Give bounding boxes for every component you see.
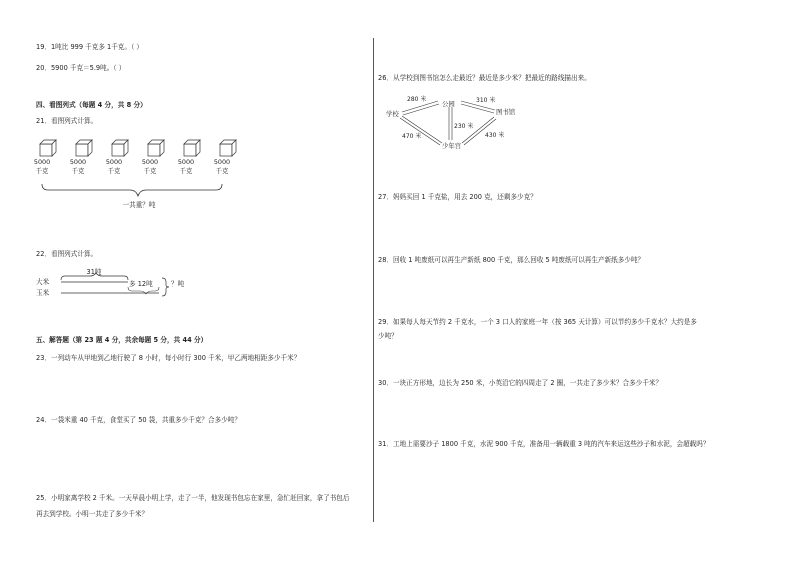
question-22: 22．看图列式计算。 — [36, 250, 98, 258]
question-31: 31．工地上需要沙子 1800 千克，水泥 900 千克，准备用一辆载重 3 吨的汽车来运这些沙子和水泥，会超载吗？ — [378, 440, 710, 448]
q26-route-map — [382, 92, 542, 156]
q22-question-label: ？吨 — [171, 280, 185, 288]
q21-box-unit: 千克 — [107, 167, 121, 175]
q21-box-3 — [106, 140, 128, 175]
question-28: 28．回收 1 吨废纸可以再生产新纸 800 千克，那么回收 5 吨废纸可以再生产新纸多少吨？ — [378, 256, 645, 264]
q21-box-unit: 千克 — [71, 167, 85, 175]
question-24: 24．一袋米重 40 千克，食堂买了 50 袋，共重多少千克？合多少吨？ — [36, 416, 241, 424]
question-25-line1: 25．小明家离学校 2 千米。一天早晨小明上学，走了一半，他发现书包忘在家里，急忙赶回家，拿了书包后 — [36, 494, 350, 502]
q26-d1-label: 280 米 — [407, 96, 427, 103]
section-4-title: 四、看图列式（每题 4 分，共 8 分） — [36, 101, 147, 109]
q21-box-4 — [142, 140, 164, 175]
question-29-line2: 少吨？ — [378, 332, 398, 340]
question-19: 19．1吨比 999 千克多 1千克。（ ） — [36, 43, 143, 51]
q26-park-label: 公园 — [442, 100, 455, 108]
q21-box-value: 5000 — [177, 158, 195, 166]
q26-d3-label: 230 米 — [454, 123, 474, 130]
q21-box-value: 5000 — [213, 158, 231, 166]
section-5-title: 五、解答题（第 23 题 4 分，共余每题 5 分，共 44 分） — [36, 336, 208, 344]
question-30: 30．一块正方形地，边长为 250 米，小英沿它的四周走了 2 圈，一共走了多少米？合多少千米？ — [378, 379, 663, 387]
q21-box-value: 5000 — [105, 158, 123, 166]
q21-box-unit: 千克 — [35, 167, 49, 175]
q26-d2-label: 310 米 — [476, 97, 496, 104]
question-23: 23．一列动车从甲地到乙地行驶了 8 小时，每小时行 300 千米，甲乙两地相距多少千米？ — [36, 354, 301, 362]
question-20: 20．5900 千克＝5.9吨。（ ） — [36, 64, 126, 72]
question-21: 21．看图列式计算。 — [36, 117, 98, 125]
q21-box-1 — [34, 140, 56, 175]
question-25-line2: 再去到学校。小明一共走了多少千米？ — [36, 510, 149, 518]
q21-box-2 — [70, 140, 92, 175]
q21-box-6 — [214, 140, 236, 175]
question-27: 27．妈妈买回 1 千克盐，用去 200 克，还剩多少克？ — [378, 193, 537, 201]
q21-box-5 — [178, 140, 200, 175]
q26-d5-label: 430 米 — [485, 132, 505, 139]
question-26: 26．从学校到图书馆怎么走最近？最近是多少米？把最近的路线描出来。 — [378, 74, 591, 82]
q21-box-unit: 千克 — [179, 167, 193, 175]
q22-more-label: 多 12吨 — [129, 280, 153, 288]
q21-box-value: 5000 — [69, 158, 87, 166]
q21-boxes-figure — [33, 134, 236, 214]
q26-d4-label: 470 米 — [402, 133, 422, 140]
q22-segment-figure — [36, 266, 196, 302]
q22-top-label: 31吨 — [86, 268, 102, 276]
q21-box-unit: 千克 — [143, 167, 157, 175]
q22-rice-label: 大米 — [36, 278, 50, 286]
q21-box-value: 5000 — [33, 158, 51, 166]
q21-total-label: 一共重？吨 — [122, 201, 156, 209]
q21-box-unit: 千克 — [215, 167, 229, 175]
q26-school-label: 学校 — [386, 110, 399, 118]
q26-youth-label: 少年宫 — [442, 142, 462, 150]
q21-box-value: 5000 — [141, 158, 159, 166]
q22-corn-label: 玉米 — [36, 289, 50, 297]
question-29-line1: 29．如果每人每天节约 2 千克水，一个 3 口人的家庭一年（按 365 天计算）可以节约多少千克水？大约是多 — [378, 318, 697, 326]
column-divider — [373, 38, 374, 522]
q26-library-label: 图书馆 — [496, 108, 516, 116]
